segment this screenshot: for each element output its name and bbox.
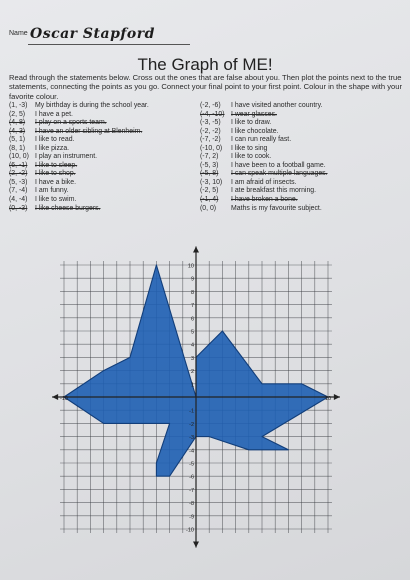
statement-point: (-10, 0) xyxy=(200,144,223,152)
y-tick-label: 6 xyxy=(190,316,194,323)
statement-point: (4, -4) xyxy=(9,196,28,204)
y-tick-label: -6 xyxy=(189,474,194,481)
statement-text: I like to cook. xyxy=(231,153,272,161)
page-title: The Graph of ME! xyxy=(137,55,273,74)
statement-text: I have been to a football game. xyxy=(231,161,326,169)
y-tick-label: -1 xyxy=(189,408,194,415)
y-tick-label: -7 xyxy=(189,487,194,494)
statement-point: (7, -4) xyxy=(9,187,28,195)
x-tick-label: -10 xyxy=(60,396,68,402)
y-tick-label: 10 xyxy=(187,263,194,270)
instructions: Read through the statements below. Cross out the ones that are false about you. Then plot the points next to the true statements, connecting the points as you go. Connect your final point to your first point. Colour in the shape with your favorite colour. xyxy=(9,73,402,101)
statement-point: (-3, -5) xyxy=(200,119,221,127)
y-tick-label: -4 xyxy=(189,448,194,455)
statement-point: (-7, 2) xyxy=(200,153,219,161)
statement-point: (-7, -2) xyxy=(200,136,221,144)
y-tick-label: 5 xyxy=(190,329,194,336)
y-tick-label: 7 xyxy=(190,303,194,310)
statement-point: (-2, 5) xyxy=(200,187,219,195)
statement-text: I like chocolate. xyxy=(231,127,279,135)
x-tick-label: 10 xyxy=(324,396,332,402)
y-tick-label: 4 xyxy=(190,342,194,349)
y-tick-label: 2 xyxy=(190,369,194,376)
statement-text: I have a pet. xyxy=(35,110,73,118)
statement-text: I have an older sibling at Blenheim. xyxy=(35,127,143,135)
statement-point: (4, 3) xyxy=(9,127,26,135)
statement-text: I can run really fast. xyxy=(231,136,292,144)
statement-text: I like to shop. xyxy=(35,170,76,178)
y-tick-label: 9 xyxy=(190,276,194,283)
statement-point: (10, 0) xyxy=(9,153,29,161)
statement-point: (-5, 8) xyxy=(200,170,219,178)
x-axis-arrow-left-icon xyxy=(52,394,58,400)
statement-point: (2, 5) xyxy=(9,110,26,118)
y-axis-arrow-down-icon xyxy=(193,541,199,547)
statement-text: I ate breakfast this morning. xyxy=(231,187,317,195)
y-axis-arrow-up-icon xyxy=(193,247,199,253)
statement-text: I have a bike. xyxy=(35,178,76,186)
student-name: Oscar Stapford xyxy=(30,26,155,42)
y-tick-label: 3 xyxy=(190,355,194,362)
statement-text: I like cheese burgers. xyxy=(35,204,101,212)
statement-point: (0, -3) xyxy=(9,204,28,212)
statement-text: I am funny. xyxy=(35,187,69,195)
statement-text: I play on a sports team. xyxy=(35,119,107,127)
statement-point: (8, 1) xyxy=(9,144,26,152)
y-tick-label: 8 xyxy=(190,289,194,296)
statement-point: (0, 0) xyxy=(200,204,217,212)
y-tick-label: -9 xyxy=(189,514,194,521)
statement-text: I like to swim. xyxy=(35,196,77,204)
y-tick-label: -5 xyxy=(189,461,194,468)
y-tick-label: -3 xyxy=(189,435,194,442)
name-label: Name xyxy=(9,30,28,37)
statement-point: (6, -1) xyxy=(9,161,28,169)
statement-text: I like to draw. xyxy=(231,119,272,127)
statement-point: (2, -2) xyxy=(9,170,28,178)
statement-text: I play an instrument. xyxy=(35,153,98,161)
statement-point: (-2, -6) xyxy=(200,102,221,109)
statement-point: (4, 8) xyxy=(9,119,26,127)
statement-text: I like to read. xyxy=(35,136,75,144)
statement-text: I like to sing xyxy=(231,144,268,152)
statement-point: (-1, 4) xyxy=(200,196,219,204)
statement-point: (5, 1) xyxy=(9,136,26,144)
y-tick-label: -2 xyxy=(189,421,194,428)
statement-point: (1, -3) xyxy=(9,102,28,109)
y-tick-label: 1 xyxy=(190,382,194,389)
statement-text: I can speak multiple languages. xyxy=(231,170,328,178)
y-tick-label: -8 xyxy=(189,501,194,508)
statement-point: (-3, 10) xyxy=(200,178,223,186)
statement-text: I have broken a bone. xyxy=(231,196,298,204)
statement-text: I am afraid of insects. xyxy=(231,178,297,186)
statement-text: I like pizza. xyxy=(35,144,70,152)
y-tick-label: -10 xyxy=(186,527,194,534)
statement-point: (-5, 3) xyxy=(200,161,219,169)
statement-point: (5, -3) xyxy=(9,178,28,186)
statement-point: (-4, -10) xyxy=(200,110,225,118)
statement-text: I like to sleep. xyxy=(35,161,78,169)
x-axis-arrow-right-icon xyxy=(334,394,340,400)
statement-text: My birthday is during the school year. xyxy=(35,102,149,109)
statement-text: Maths is my favourite subject. xyxy=(231,204,322,212)
statement-point: (-2, -2) xyxy=(200,127,221,135)
statement-text: I have visited another country. xyxy=(231,102,323,109)
statement-text: I wear glasses. xyxy=(231,110,277,118)
